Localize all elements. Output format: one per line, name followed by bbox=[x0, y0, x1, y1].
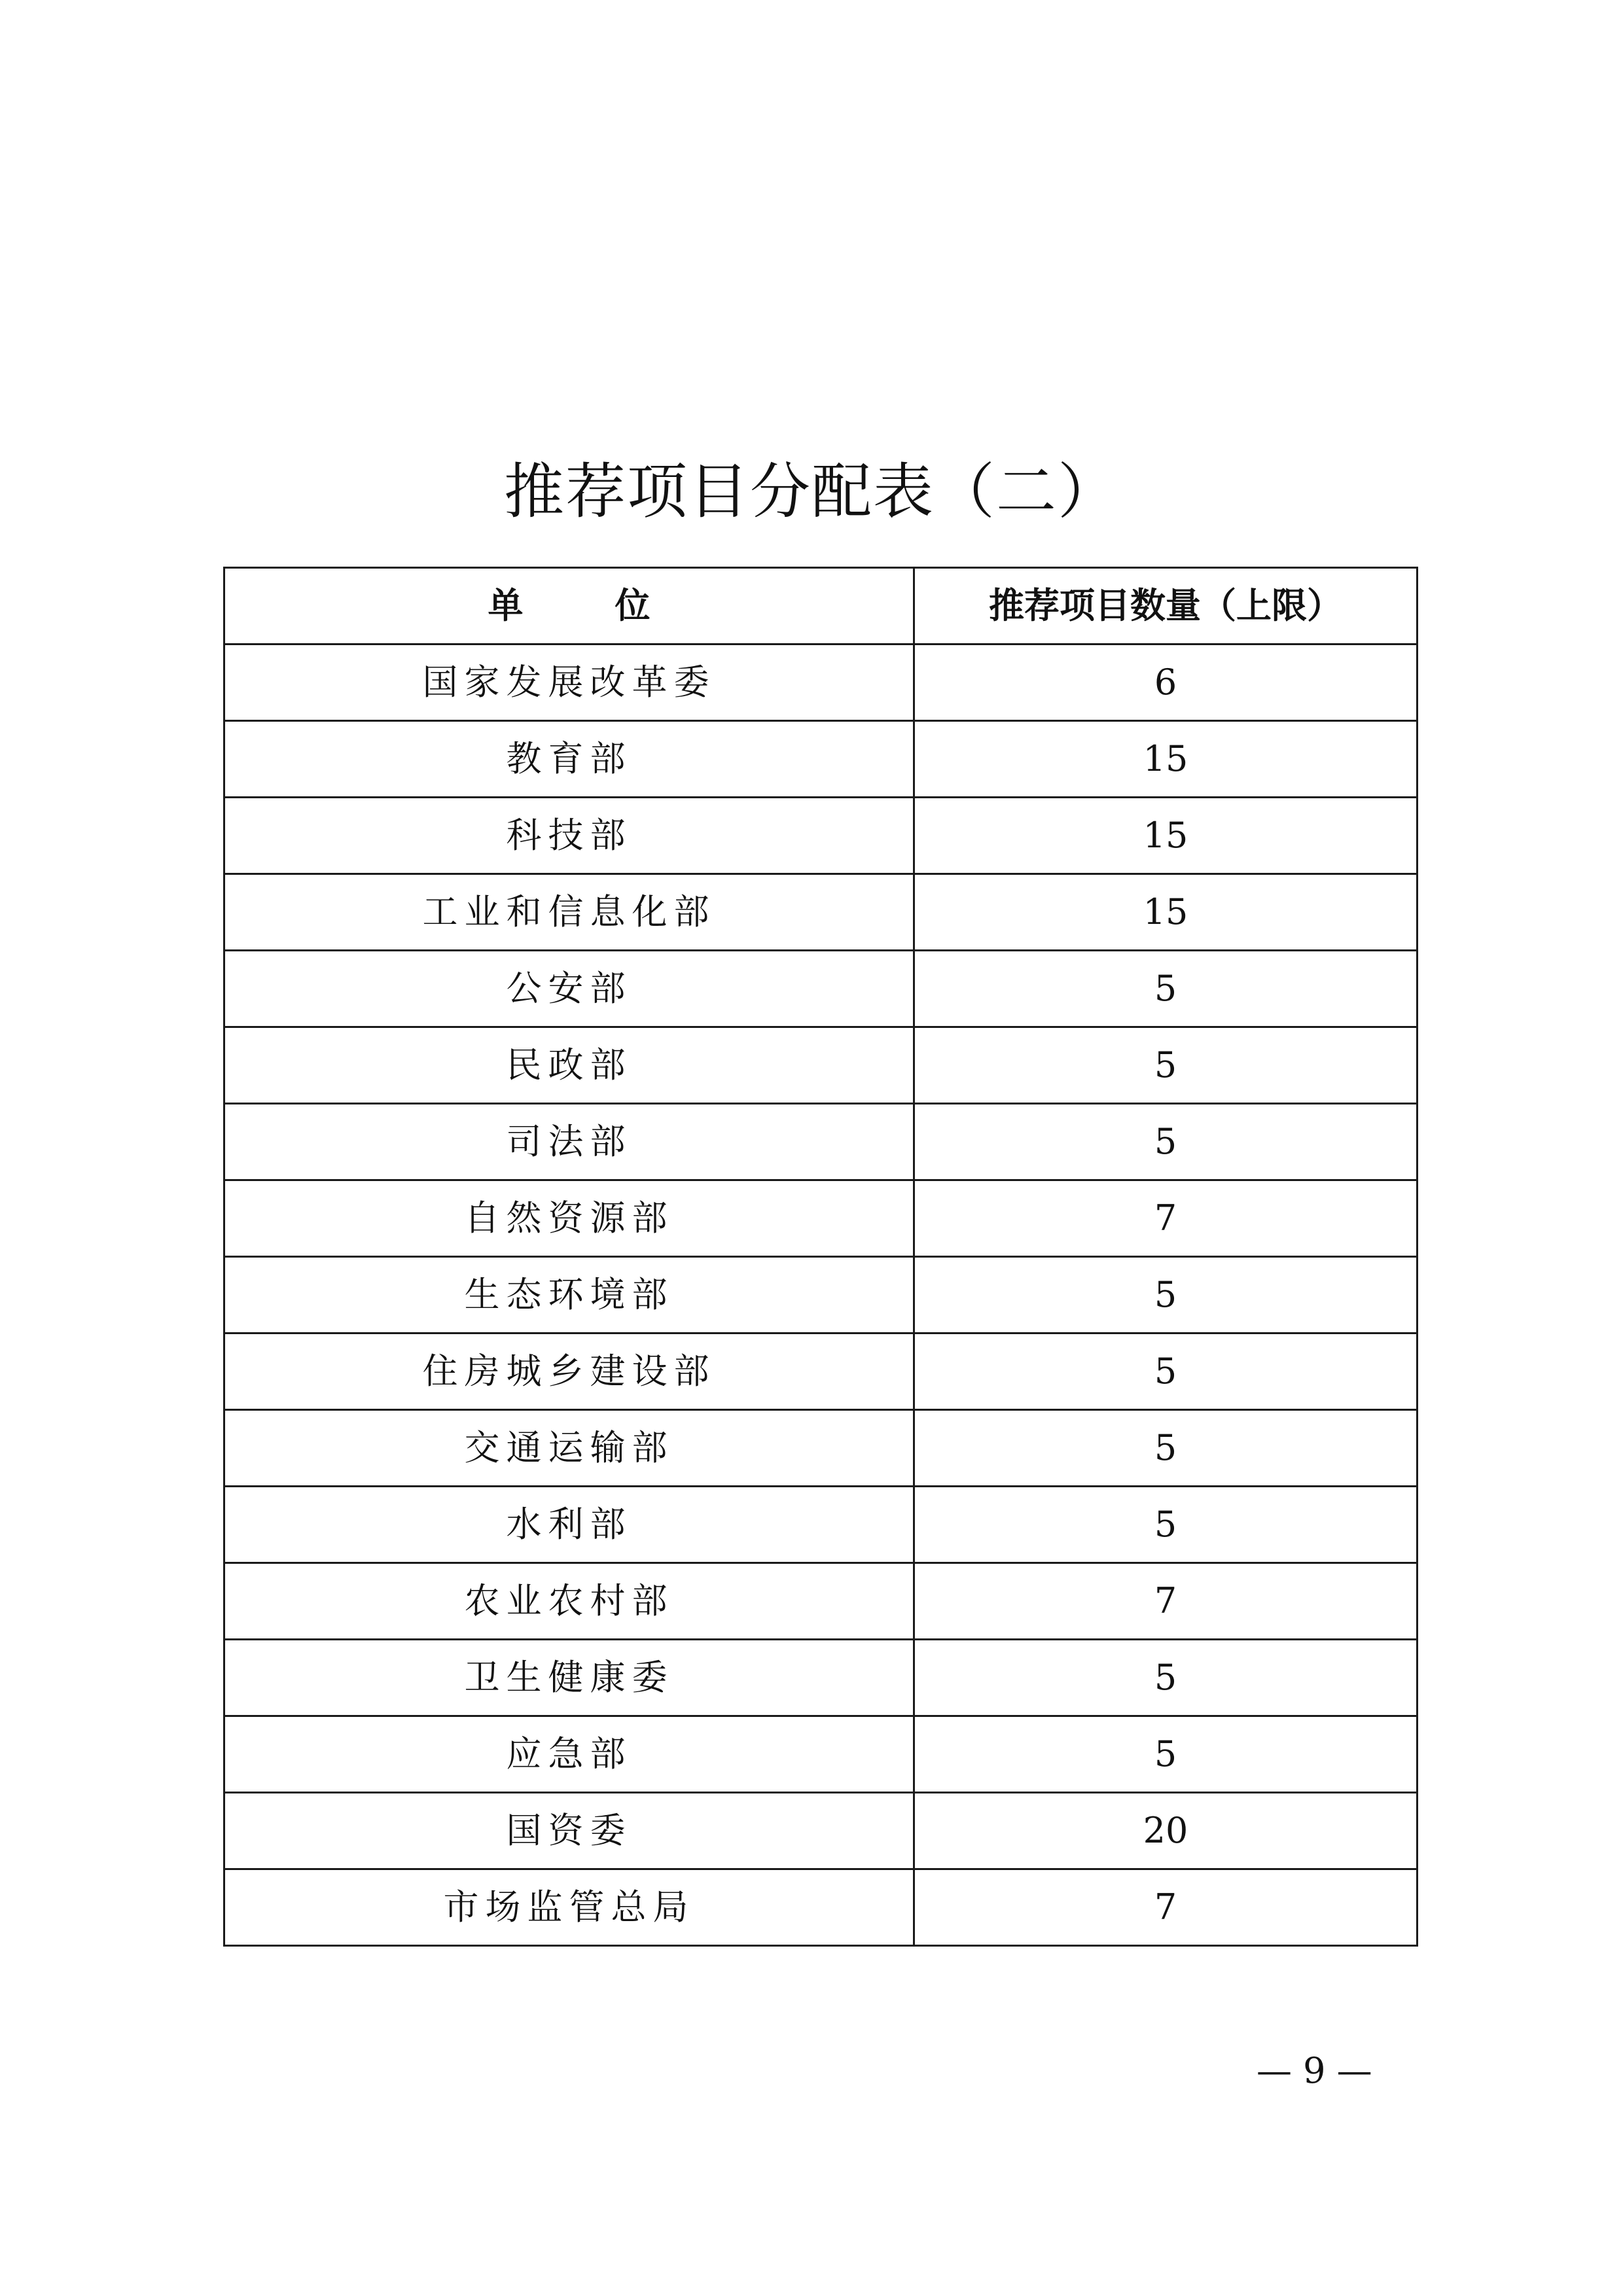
table-row bbox=[224, 645, 1418, 721]
table-row bbox=[224, 1716, 1418, 1793]
unit-column-header: 单位 bbox=[224, 568, 914, 645]
count-cell: 5 bbox=[914, 1333, 1418, 1410]
unit-cell: 交通运输部 bbox=[224, 1410, 914, 1487]
count-cell: 7 bbox=[914, 1180, 1418, 1257]
count-cell: 20 bbox=[914, 1793, 1418, 1869]
count-cell: 5 bbox=[914, 1716, 1418, 1793]
unit-cell: 公安部 bbox=[224, 951, 914, 1027]
unit-cell: 国资委 bbox=[224, 1793, 914, 1869]
count-cell: 5 bbox=[914, 951, 1418, 1027]
table-row bbox=[224, 1180, 1418, 1257]
table-row bbox=[224, 1869, 1418, 1946]
table-row bbox=[224, 874, 1418, 951]
unit-cell: 住房城乡建设部 bbox=[224, 1333, 914, 1410]
count-column-header: 推荐项目数量（上限） bbox=[914, 568, 1418, 645]
unit-cell: 水利部 bbox=[224, 1487, 914, 1563]
unit-cell: 市场监管总局 bbox=[224, 1869, 914, 1946]
count-cell: 7 bbox=[914, 1563, 1418, 1640]
count-cell: 6 bbox=[914, 645, 1418, 721]
unit-cell: 应急部 bbox=[224, 1716, 914, 1793]
count-cell: 5 bbox=[914, 1104, 1418, 1180]
count-cell: 5 bbox=[914, 1257, 1418, 1333]
count-cell: 15 bbox=[914, 798, 1418, 874]
table-row bbox=[224, 1410, 1418, 1487]
table-row bbox=[224, 1104, 1418, 1180]
unit-cell: 教育部 bbox=[224, 721, 914, 798]
table-row bbox=[224, 798, 1418, 874]
count-cell: 5 bbox=[914, 1640, 1418, 1716]
unit-cell: 民政部 bbox=[224, 1027, 914, 1104]
table-row bbox=[224, 951, 1418, 1027]
unit-cell: 国家发展改革委 bbox=[224, 645, 914, 721]
page-number: — 9 — bbox=[1257, 2050, 1372, 2091]
table-row bbox=[224, 1640, 1418, 1716]
count-cell: 15 bbox=[914, 874, 1418, 951]
unit-cell: 农业农村部 bbox=[224, 1563, 914, 1640]
count-cell: 15 bbox=[914, 721, 1418, 798]
count-cell: 7 bbox=[914, 1869, 1418, 1946]
unit-cell: 卫生健康委 bbox=[224, 1640, 914, 1716]
allocation-table bbox=[223, 567, 1418, 1947]
unit-cell: 自然资源部 bbox=[224, 1180, 914, 1257]
table-row bbox=[224, 1793, 1418, 1869]
table-header-row bbox=[224, 568, 1418, 645]
count-cell: 5 bbox=[914, 1487, 1418, 1563]
unit-cell: 科技部 bbox=[224, 798, 914, 874]
table-row bbox=[224, 1333, 1418, 1410]
count-cell: 5 bbox=[914, 1027, 1418, 1104]
unit-cell: 司法部 bbox=[224, 1104, 914, 1180]
count-cell: 5 bbox=[914, 1410, 1418, 1487]
unit-cell: 生态环境部 bbox=[224, 1257, 914, 1333]
unit-cell: 工业和信息化部 bbox=[224, 874, 914, 951]
table-row bbox=[224, 1487, 1418, 1563]
table-row bbox=[224, 1027, 1418, 1104]
table-row bbox=[224, 721, 1418, 798]
page-title: 推荐项目分配表（二） bbox=[503, 456, 1119, 527]
table-row bbox=[224, 1563, 1418, 1640]
table-row bbox=[224, 1257, 1418, 1333]
